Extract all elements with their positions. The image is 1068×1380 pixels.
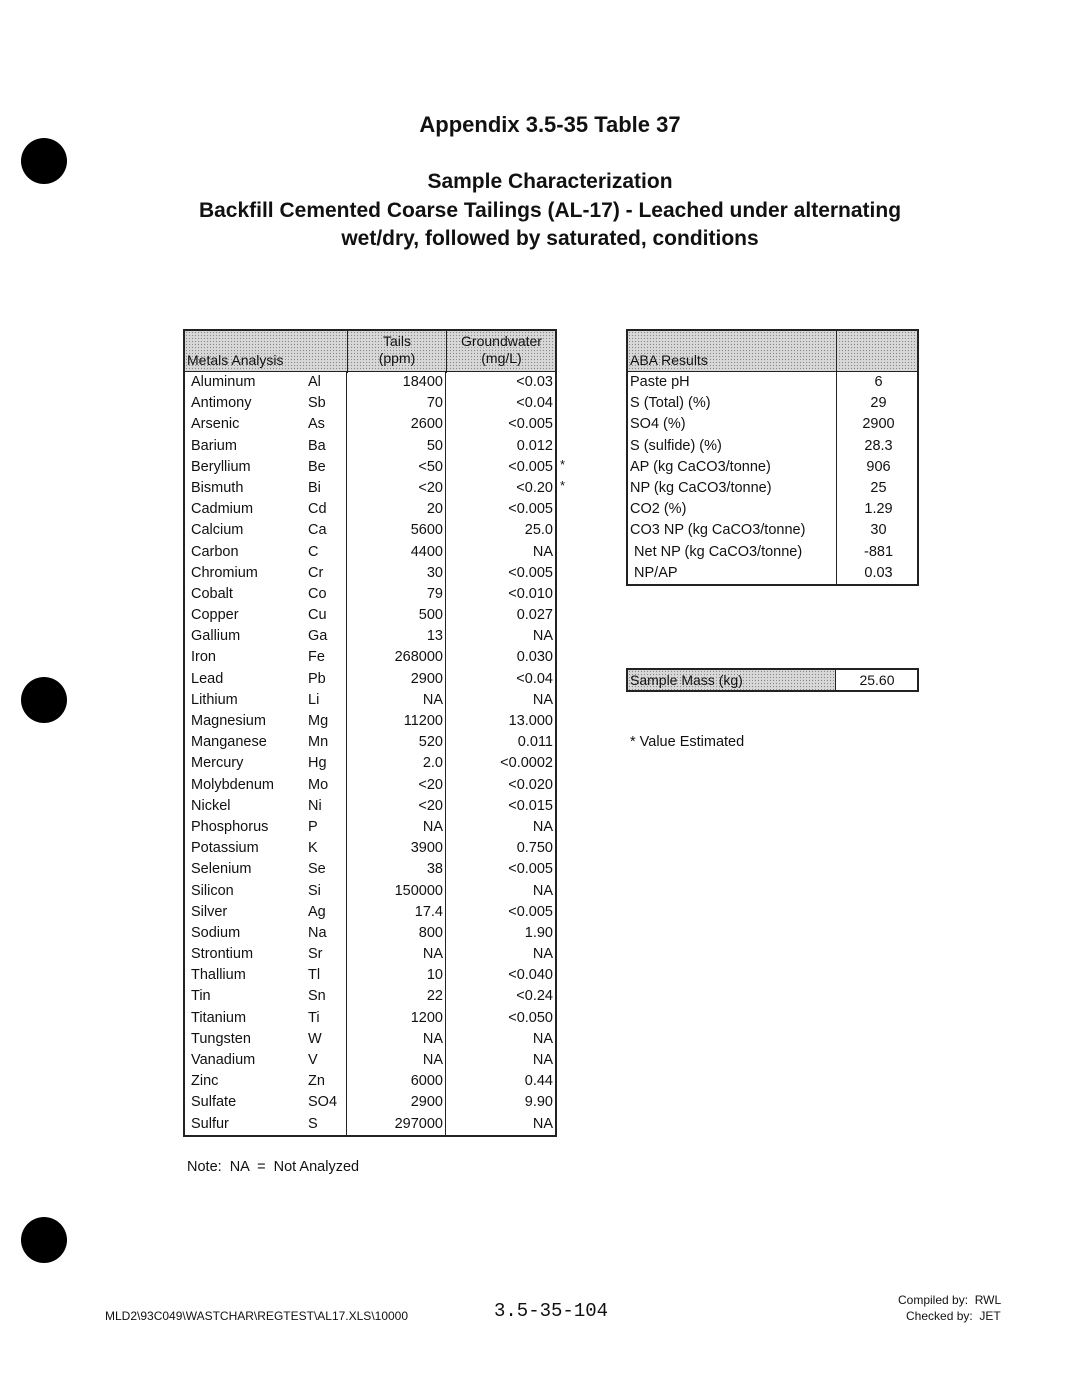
aba-parameter: NP/AP	[630, 564, 678, 581]
element-symbol: Cr	[308, 564, 324, 581]
table-row	[628, 520, 917, 541]
table-row	[185, 986, 555, 1007]
table-row	[185, 499, 555, 520]
aba-table-header	[628, 331, 917, 372]
column-divider	[836, 331, 837, 371]
groundwater-value: NA	[532, 946, 553, 963]
table-row	[185, 563, 555, 584]
table-row	[185, 796, 555, 817]
tails-value: 3900	[410, 840, 443, 857]
sample-mass-label: Sample Mass (kg)	[628, 670, 836, 690]
table-row	[185, 838, 555, 859]
tails-value: 1200	[410, 1009, 443, 1026]
table-row	[628, 457, 917, 478]
element-name: Cobalt	[191, 585, 233, 602]
groundwater-value: 25.0	[524, 522, 553, 539]
table-row	[185, 1050, 555, 1071]
table-row	[185, 647, 555, 668]
tails-value: NA	[422, 818, 443, 835]
aba-parameter: NP (kg CaCO3/tonne)	[630, 479, 772, 496]
table-row	[628, 499, 917, 520]
table-row	[628, 372, 917, 393]
tails-value: 5600	[410, 522, 443, 539]
checked-by: Checked by: JET	[906, 1309, 1001, 1323]
tails-value: 2.0	[422, 755, 443, 772]
table-row	[628, 478, 917, 499]
compiled-by: Compiled by: RWL	[898, 1293, 1002, 1307]
table-row	[628, 563, 917, 584]
element-name: Thallium	[191, 967, 246, 984]
groundwater-value: NA	[532, 1030, 553, 1047]
groundwater-header-line1: Groundwater	[461, 333, 542, 349]
aba-value: 29	[870, 395, 887, 412]
groundwater-value: <0.04	[516, 670, 553, 687]
tails-value: 11200	[403, 713, 443, 729]
page-number: 3.5-35-104	[494, 1300, 609, 1322]
element-symbol: Mn	[308, 734, 329, 751]
element-symbol: Zn	[308, 1073, 325, 1090]
aba-parameter: S (sulfide) (%)	[630, 437, 722, 454]
element-name: Aluminum	[191, 374, 256, 390]
file-path: MLD2\93C049\WASTCHAR\REGTEST\AL17.XLS\10000	[105, 1309, 409, 1323]
tails-value: 2600	[410, 416, 443, 433]
aba-value: 2900	[862, 416, 895, 433]
table-row	[185, 436, 555, 457]
element-name: Calcium	[191, 522, 244, 539]
aba-header-label: ABA Results	[630, 352, 708, 368]
tails-value: 38	[426, 861, 443, 878]
aba-value: 30	[870, 522, 887, 539]
groundwater-value: 0.750	[516, 840, 553, 857]
table-row	[185, 626, 555, 647]
groundwater-value: <0.04	[516, 395, 553, 412]
tails-value: 22	[426, 988, 443, 1005]
aba-table-body	[628, 372, 917, 584]
element-symbol: Cu	[308, 607, 327, 624]
metals-analysis-table	[183, 329, 557, 1137]
aba-value: 0.03	[864, 564, 893, 581]
table-row	[185, 1008, 555, 1029]
sample-mass-box	[626, 668, 919, 692]
tails-value: 20	[426, 501, 443, 518]
page-title: Appendix 3.5-35 Table 37	[419, 112, 681, 137]
aba-parameter: SO4 (%)	[630, 416, 686, 433]
groundwater-header-line2: (mg/L)	[481, 350, 522, 366]
groundwater-value: <0.20	[516, 479, 553, 496]
sample-mass-value: 25.60	[859, 672, 895, 688]
tails-value: NA	[422, 946, 443, 963]
table-row	[628, 414, 917, 435]
groundwater-value: <0.040	[508, 967, 553, 984]
element-name: Titanium	[191, 1009, 247, 1026]
element-name: Magnesium	[191, 713, 266, 729]
tails-value: 10	[426, 967, 443, 984]
groundwater-value: <0.24	[516, 988, 553, 1005]
element-name: Nickel	[191, 797, 231, 814]
element-symbol: Ti	[308, 1009, 320, 1026]
tails-value: 150000	[394, 882, 443, 899]
element-name: Vanadium	[191, 1052, 256, 1068]
tails-value: 268000	[394, 649, 443, 666]
tails-value: <20	[418, 776, 443, 793]
element-symbol: Co	[308, 585, 327, 602]
groundwater-value: <0.050	[508, 1009, 553, 1026]
metals-table-body	[185, 372, 555, 1135]
tails-value: 30	[426, 564, 443, 581]
aba-value: 28.3	[864, 437, 893, 454]
element-symbol: K	[308, 840, 318, 857]
groundwater-value: <0.015	[508, 797, 553, 814]
element-name: Phosphorus	[191, 818, 269, 835]
subtitle: Sample Characterization	[427, 170, 673, 193]
groundwater-value: NA	[532, 1052, 553, 1068]
element-name: Chromium	[191, 564, 258, 581]
table-row	[185, 1114, 555, 1135]
element-symbol: Pb	[308, 670, 326, 687]
aba-value: 6	[874, 374, 883, 390]
element-name: Sodium	[191, 924, 241, 941]
aba-parameter: Paste pH	[630, 374, 690, 390]
tails-value: 13	[426, 628, 443, 645]
element-name: Mercury	[191, 755, 244, 772]
groundwater-value: <0.005	[508, 416, 553, 433]
table-row	[185, 817, 555, 838]
table-row	[185, 775, 555, 796]
tails-header-line1: Tails	[382, 333, 411, 349]
subtitle-line-3: wet/dry, followed by saturated, conditions	[341, 227, 759, 250]
element-symbol: Ni	[308, 797, 322, 814]
element-symbol: Mg	[308, 713, 329, 729]
tails-value: 800	[418, 924, 443, 941]
groundwater-value: <0.005	[508, 861, 553, 878]
subtitle-line-2: Backfill Cemented Coarse Tailings (AL-17) - Leached under alternating	[198, 199, 902, 222]
tails-value: 297000	[394, 1115, 443, 1132]
table-row	[185, 1029, 555, 1050]
table-row	[628, 436, 917, 457]
groundwater-value: 1.90	[524, 924, 553, 941]
element-symbol: Ca	[308, 522, 327, 539]
tails-value: <20	[418, 479, 443, 496]
tails-value: 17.4	[414, 903, 443, 920]
table-row	[185, 669, 555, 690]
element-name: Manganese	[191, 734, 267, 751]
groundwater-value: NA	[532, 691, 553, 708]
groundwater-value: <0.005	[508, 501, 553, 518]
aba-parameter: AP (kg CaCO3/tonne)	[630, 458, 771, 475]
element-symbol: Sn	[308, 988, 326, 1005]
aba-value: -881	[863, 543, 894, 560]
element-symbol: P	[308, 818, 318, 835]
tails-value: 4400	[410, 543, 443, 560]
element-symbol: Cd	[308, 501, 327, 518]
tails-value: 50	[426, 437, 443, 454]
tails-column-header	[347, 331, 446, 373]
element-symbol: Mo	[308, 776, 329, 793]
element-name: Sulfate	[191, 1094, 237, 1111]
element-name: Strontium	[191, 946, 254, 963]
punch-hole-middle	[21, 677, 67, 723]
groundwater-value: NA	[532, 1115, 553, 1132]
table-row	[185, 414, 555, 435]
element-name: Zinc	[191, 1073, 219, 1090]
element-name: Tungsten	[191, 1030, 251, 1047]
table-row	[185, 753, 555, 774]
groundwater-value: <0.020	[508, 776, 553, 793]
na-note: Note: NA = Not Analyzed	[187, 1159, 360, 1175]
element-symbol: S	[308, 1115, 318, 1132]
tails-value: NA	[422, 1052, 443, 1068]
element-symbol: Li	[308, 691, 320, 708]
table-row	[185, 584, 555, 605]
element-symbol: Ag	[308, 903, 326, 920]
tails-value: NA	[422, 1030, 443, 1047]
groundwater-value: 0.027	[516, 607, 553, 624]
tails-value: <20	[418, 797, 443, 814]
table-row	[185, 457, 555, 478]
element-name: Lead	[191, 670, 224, 687]
element-symbol: As	[308, 416, 325, 433]
table-row	[185, 1071, 555, 1092]
element-name: Bismuth	[191, 479, 244, 496]
aba-value: 1.29	[864, 501, 893, 518]
table-row	[185, 965, 555, 986]
element-symbol: Tl	[308, 967, 321, 984]
groundwater-value: 0.012	[516, 437, 553, 454]
value-estimated-note: * Value Estimated	[630, 734, 745, 750]
table-row	[185, 902, 555, 923]
groundwater-value: <0.010	[508, 585, 553, 602]
groundwater-column-header	[446, 331, 556, 373]
element-symbol: Al	[308, 374, 321, 390]
table-row	[185, 923, 555, 944]
tails-value: 70	[426, 395, 443, 412]
element-symbol: Na	[308, 924, 327, 941]
table-row	[185, 711, 555, 732]
element-name: Silver	[191, 903, 228, 920]
aba-parameter: CO2 (%)	[630, 501, 687, 518]
aba-parameter: Net NP (kg CaCO3/tonne)	[630, 543, 803, 560]
table-row	[185, 944, 555, 965]
element-name: Beryllium	[191, 458, 251, 475]
element-name: Iron	[191, 649, 216, 666]
table-row	[628, 393, 917, 414]
tails-value: NA	[422, 691, 443, 708]
element-name: Lithium	[191, 691, 238, 708]
groundwater-value: <0.03	[516, 374, 553, 390]
groundwater-value: <0.005	[508, 458, 553, 475]
element-symbol: Hg	[308, 755, 327, 772]
groundwater-value: 13.000	[508, 713, 553, 729]
element-symbol: Si	[308, 882, 321, 899]
table-row	[185, 605, 555, 626]
element-name: Tin	[191, 988, 211, 1005]
groundwater-value: NA	[532, 628, 553, 645]
groundwater-value: 0.44	[524, 1073, 553, 1090]
table-row	[185, 520, 555, 541]
tails-value: 520	[418, 734, 443, 751]
groundwater-value: 9.90	[524, 1094, 553, 1111]
tails-value: 6000	[410, 1073, 443, 1090]
aba-value: 25	[870, 479, 887, 496]
tails-value: <50	[418, 458, 443, 475]
aba-value: 906	[866, 458, 891, 475]
table-row	[185, 393, 555, 414]
table-row	[185, 372, 555, 393]
metals-header-label: Metals Analysis	[187, 352, 284, 368]
element-symbol: Bi	[308, 479, 321, 496]
tails-value: 18400	[402, 374, 443, 390]
element-name: Gallium	[191, 628, 241, 645]
element-symbol: Ga	[308, 628, 328, 645]
table-row	[185, 881, 555, 902]
tails-value: 500	[418, 607, 443, 624]
element-name: Sulfur	[191, 1115, 229, 1132]
element-symbol: Fe	[308, 649, 325, 666]
element-name: Potassium	[191, 840, 259, 857]
element-name: Molybdenum	[191, 776, 275, 793]
element-name: Antimony	[191, 395, 252, 412]
table-row	[185, 690, 555, 711]
table-row	[185, 542, 555, 563]
element-name: Copper	[191, 607, 239, 624]
groundwater-value: <0.005	[508, 564, 553, 581]
aba-parameter: CO3 NP (kg CaCO3/tonne)	[630, 522, 806, 539]
groundwater-value: <0.0002	[500, 755, 553, 772]
aba-results-table	[626, 329, 919, 586]
table-row	[185, 478, 555, 499]
punch-hole-bottom	[21, 1217, 67, 1263]
table-row	[185, 859, 555, 880]
tails-value: 2900	[410, 670, 443, 687]
element-symbol: Ba	[308, 437, 326, 454]
element-name: Selenium	[191, 861, 252, 878]
element-symbol: V	[308, 1052, 318, 1068]
element-name: Cadmium	[191, 501, 254, 518]
tails-header-line2: (ppm)	[378, 350, 416, 366]
groundwater-value: 0.011	[517, 734, 553, 751]
table-row	[628, 542, 917, 563]
groundwater-value: NA	[532, 882, 553, 899]
tails-value: 2900	[410, 1094, 443, 1111]
element-symbol: SO4	[308, 1094, 338, 1111]
groundwater-value: NA	[532, 818, 553, 835]
groundwater-value: NA	[532, 543, 553, 560]
element-name: Silicon	[191, 882, 234, 899]
estimate-star: *	[560, 456, 566, 472]
element-symbol: C	[308, 543, 319, 560]
element-symbol: Se	[308, 861, 326, 878]
element-symbol: W	[308, 1030, 322, 1047]
aba-parameter: S (Total) (%)	[630, 395, 711, 412]
tails-value: 79	[426, 585, 443, 602]
estimate-star: *	[560, 478, 566, 493]
element-name: Carbon	[191, 543, 239, 560]
groundwater-value: <0.005	[508, 903, 553, 920]
element-name: Barium	[191, 437, 237, 454]
metals-table-header	[185, 331, 555, 372]
table-row	[185, 1092, 555, 1113]
element-symbol: Sr	[308, 946, 323, 963]
element-name: Arsenic	[191, 416, 240, 433]
table-row	[185, 732, 555, 753]
element-symbol: Be	[308, 458, 326, 475]
element-symbol: Sb	[308, 395, 326, 412]
groundwater-value: 0.030	[516, 649, 553, 666]
